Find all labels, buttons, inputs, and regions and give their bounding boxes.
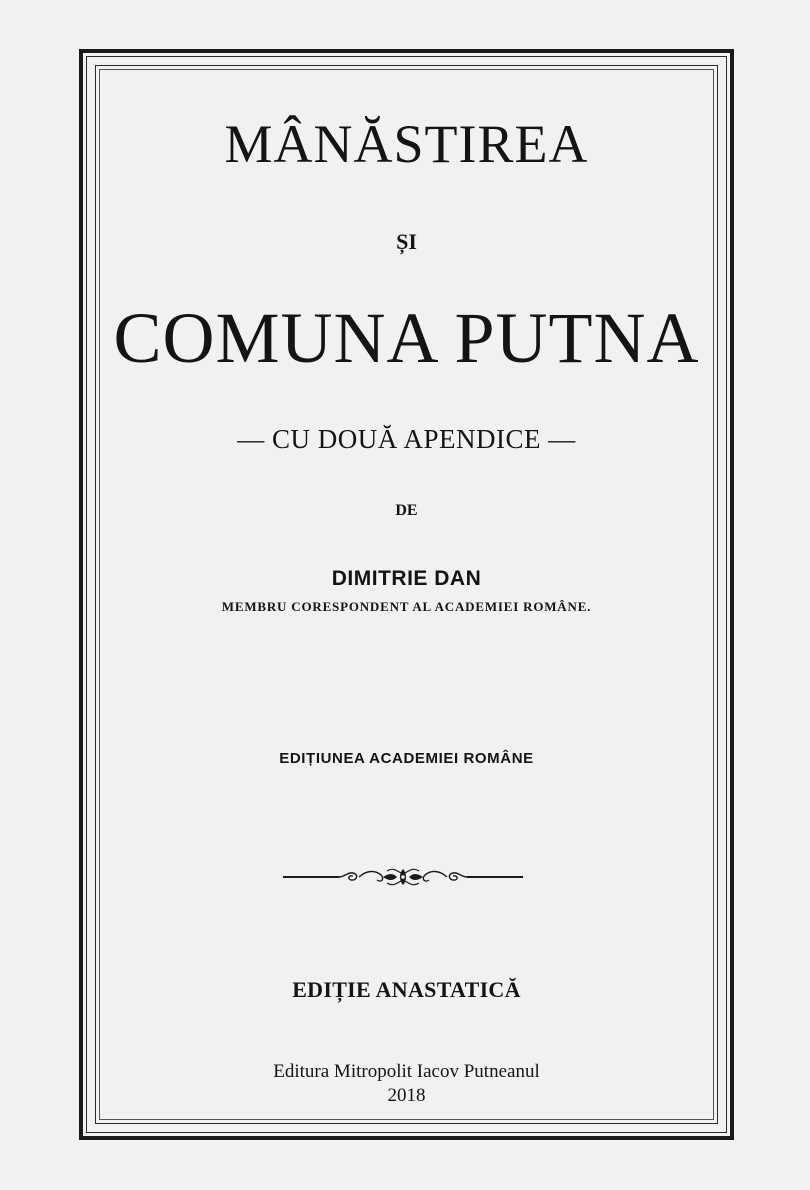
by-label: DE (395, 502, 418, 519)
edition-note: EDIȚIUNEA ACADEMIEI ROMÂNE (279, 750, 534, 767)
title-line-1: MÂNĂSTIREA (224, 114, 589, 174)
subtitle: — CU DOUĂ APENDICE — (237, 424, 576, 454)
publication-year: 2018 (387, 1085, 426, 1106)
decorative-ornament-icon (283, 865, 523, 889)
author-name: DIMITRIE DAN (331, 567, 482, 590)
title-line-2: COMUNA PUTNA (113, 298, 700, 378)
author-affiliation: MEMBRU CORESPONDENT AL ACADEMIEI ROMÂNE. (221, 599, 592, 614)
title-conjunction: ȘI (396, 229, 417, 254)
publisher-name: Editura Mitropolit Iacov Putneanul (273, 1061, 540, 1082)
reprint-note: EDIȚIE ANASTATICĂ (292, 977, 521, 1002)
